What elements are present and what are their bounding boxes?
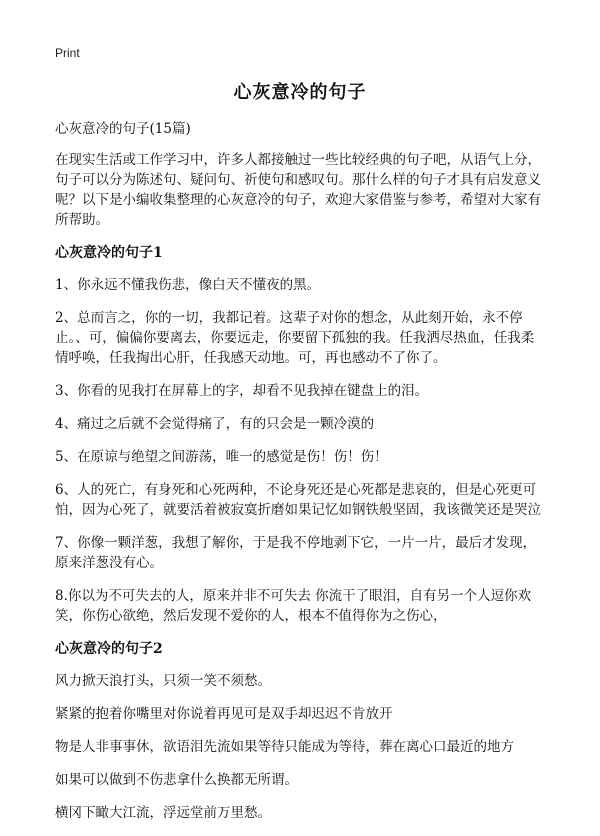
section-1 bbox=[55, 243, 547, 626]
sentence-item: 风力掀天浪打头，只须一笑不须愁。 bbox=[55, 673, 271, 689]
section-2 bbox=[55, 639, 547, 823]
section-heading: 心灰意冷的句子2 bbox=[55, 641, 163, 657]
sentence-item: 2、总而言之，你的一切，我都记着。这辈子对你的想念，从此刻开始，永不停止。、可，偏偏你要离去，你要远走，你要留下孤独的我。任我洒尽热血，任我柔情呼唤，任我掏出心肝，任我感天动地。可，再也感动不了你了。 bbox=[55, 310, 535, 366]
sentence-item: 7、你像一颗洋葱，我想了解你，于是我不停地剥下它，一片一片，最后才发现，原来洋葱没有心。 bbox=[55, 535, 537, 571]
sentence-item: 如果可以做到不伤悲拿什么换都无所谓。 bbox=[55, 772, 298, 788]
sentence-item: 横冈下瞰大江流，浮远堂前万里愁。 bbox=[55, 805, 271, 821]
article-subtitle: 心灰意冷的句子(15篇) bbox=[55, 121, 191, 137]
sentence-item: 物是人非事事休，欲语泪先流如果等待只能成为等待，葬在离心口最近的地方 bbox=[55, 739, 514, 755]
section-heading: 心灰意冷的句子1 bbox=[55, 245, 163, 261]
sentence-item: 1、你永远不懂我伤悲，像白天不懂夜的黑。 bbox=[55, 277, 321, 293]
sentence-item: 5、在原谅与绝望之间游荡，唯一的感觉是伤！伤！伤！ bbox=[55, 449, 388, 465]
sentence-item: 4、痛过之后就不会觉得痛了，有的只会是一颗冷漠的 bbox=[55, 416, 375, 432]
sentence-item: 6、人的死亡，有身死和心死两种，不论身死还是心死都是悲哀的，但是心死更可怕，因为心死了，就要活着被寂寞折磨如果记忆如钢铁般坚固，我该微笑还是哭泣 bbox=[55, 482, 541, 518]
print-link[interactable]: Print bbox=[55, 46, 80, 60]
page-title: 心灰意冷的句子 bbox=[233, 82, 367, 103]
sentence-item: 紧紧的抱着你嘴里对你说着再见可是双手却迟迟不肯放开 bbox=[55, 706, 393, 722]
sentence-item: 3、你看的见我打在屏幕上的字，却看不见我掉在键盘上的泪。 bbox=[55, 383, 429, 399]
sentence-item: 8.你以为不可失去的人，原来并非不可失去 你流干了眼泪，自有另一个人逗你欢笑，你伤心欲绝，然后发现不爱你的人，根本不值得你为之伤心， bbox=[55, 588, 532, 624]
intro-paragraph: 在现实生活或工作学习中，许多人都接触过一些比较经典的句子吧，从语气上分，句子可以分为陈述句、疑问句、祈使句和感叹句。那什么样的句子才具有启发意义呢？以下是小编收集整理的心灰意冷的句子，欢迎大家借鉴与参考，希望对大家有所帮助。 bbox=[55, 152, 541, 228]
article-body bbox=[55, 120, 547, 836]
